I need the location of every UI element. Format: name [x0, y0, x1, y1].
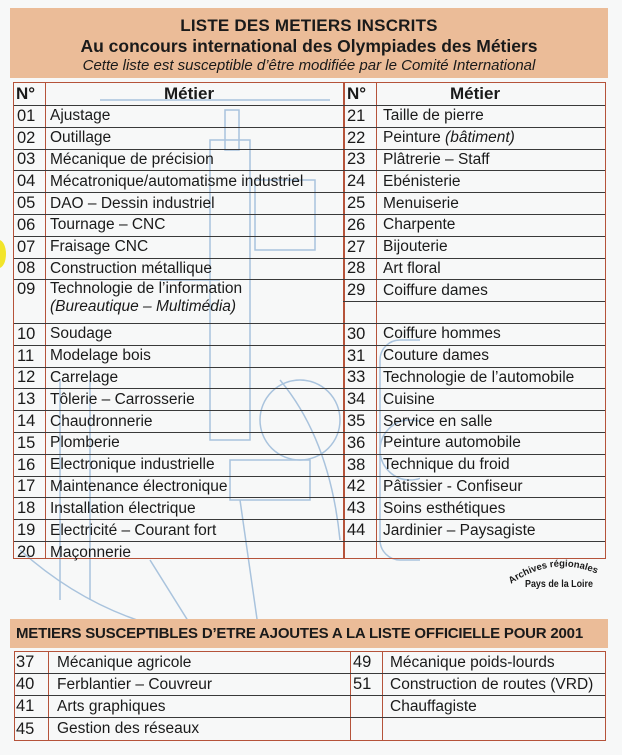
metier-name: Soudage — [50, 325, 113, 343]
table-row — [14, 128, 343, 150]
row-label — [383, 325, 501, 343]
table-row — [14, 150, 343, 172]
right-rows — [343, 83, 605, 558]
row-label — [383, 500, 505, 518]
table-row — [343, 498, 605, 520]
table-row — [343, 280, 605, 302]
metier-name: DAO – Dessin industriel — [50, 194, 215, 212]
page-subtitle: Au concours international des Olympiades des Métiers — [80, 36, 538, 56]
additions-table — [14, 651, 606, 741]
row-number: 10 — [17, 324, 36, 343]
additions-right-rows — [350, 652, 605, 740]
additions-left-rows — [15, 652, 350, 740]
table-row — [343, 106, 605, 128]
table-row — [14, 324, 343, 346]
row-label — [383, 391, 435, 409]
table-row — [14, 106, 343, 128]
column-header-number: N° — [347, 84, 367, 103]
metier-name: Service en salle — [383, 412, 493, 430]
row-number: 24 — [347, 172, 366, 191]
table-row — [343, 237, 605, 259]
row-number: 06 — [17, 215, 36, 234]
table-row — [14, 346, 343, 368]
metier-name: Fraisage CNC — [50, 238, 149, 256]
table-row — [15, 674, 350, 696]
row-number: 51 — [353, 675, 372, 693]
row-number: 30 — [347, 324, 366, 343]
table-row — [343, 455, 605, 477]
row-label — [383, 347, 489, 365]
row-label — [50, 260, 212, 278]
row-number: 22 — [347, 128, 366, 147]
row-label — [383, 456, 510, 474]
metier-name: Construction de routes (VRD) — [390, 675, 594, 693]
table-row-empty — [343, 302, 605, 324]
row-number: 26 — [347, 215, 366, 234]
table-row — [14, 280, 343, 324]
row-number: 49 — [353, 653, 372, 671]
metier-name: Chauffagiste — [390, 697, 477, 715]
table-row — [343, 368, 605, 390]
metier-name: Mécanique de précision — [50, 150, 214, 168]
header-band — [10, 8, 608, 78]
stamp-line2: Pays de la Loire — [525, 578, 593, 590]
table-row — [343, 433, 605, 455]
metier-name: Mécanique poids-lourds — [390, 653, 555, 671]
metier-name: Technologie de l’automobile — [383, 368, 575, 386]
row-label — [383, 151, 490, 169]
row-number: 35 — [347, 412, 366, 431]
row-label — [50, 413, 153, 431]
row-label — [57, 720, 199, 738]
table-row — [14, 455, 343, 477]
row-label — [383, 129, 515, 147]
stamp-line1: Archives régionales — [506, 558, 600, 587]
metier-name: Ebénisterie — [383, 172, 461, 190]
metier-name: Coiffure hommes — [383, 325, 501, 343]
metier-name: Gestion des réseaux — [57, 720, 200, 737]
row-label — [50, 325, 112, 343]
table-row — [343, 193, 605, 215]
row-number: 31 — [347, 346, 366, 365]
row-label — [50, 522, 216, 540]
row-label — [50, 280, 242, 316]
metier-name: Peinture automobile — [383, 434, 521, 452]
metier-name: Coiffure dames — [383, 281, 488, 299]
table-row — [343, 520, 605, 542]
row-label — [383, 238, 448, 256]
row-number: 37 — [16, 653, 35, 671]
row-label — [383, 478, 523, 496]
row-number: 33 — [347, 368, 366, 387]
row-label — [57, 654, 191, 672]
row-label — [390, 676, 593, 694]
row-number: 25 — [347, 194, 366, 213]
row-label — [383, 173, 461, 191]
row-number: 27 — [347, 237, 366, 256]
row-label — [50, 478, 228, 496]
page-note: Cette liste est susceptible d’être modifiée par le Comité International — [82, 57, 536, 74]
table-row — [343, 150, 605, 172]
row-label — [50, 216, 165, 234]
table-row — [343, 346, 605, 368]
metier-name: Tôlerie – Carrosserie — [50, 390, 195, 408]
row-number: 17 — [17, 477, 36, 496]
table-row — [350, 674, 605, 696]
row-number: 19 — [17, 521, 36, 540]
metier-name: Outillage — [50, 129, 112, 147]
yellow-highlight-mark — [0, 240, 6, 268]
table-row — [343, 389, 605, 411]
row-number: 42 — [347, 477, 366, 496]
row-label — [383, 369, 574, 387]
row-number: 21 — [347, 106, 366, 125]
row-label — [50, 391, 195, 409]
row-number: 29 — [347, 281, 366, 300]
row-number: 05 — [17, 194, 36, 213]
table-header-row — [14, 83, 343, 106]
row-number: 36 — [347, 433, 366, 452]
left-rows — [14, 83, 343, 562]
table-row — [343, 411, 605, 433]
row-number: 20 — [17, 543, 36, 562]
row-number: 04 — [17, 172, 36, 191]
row-label — [50, 238, 148, 256]
table-row — [14, 520, 343, 542]
row-label — [50, 544, 131, 562]
row-label — [57, 676, 212, 694]
row-label — [50, 456, 215, 474]
metier-name: Maçonnerie — [50, 543, 131, 561]
table-row — [343, 128, 605, 150]
row-label — [50, 107, 110, 125]
metier-name: Mécatronique/automatisme industriel — [50, 172, 304, 190]
row-label — [50, 347, 151, 365]
row-number: 34 — [347, 390, 366, 409]
row-number: 07 — [17, 237, 36, 256]
metier-name: Charpente — [383, 216, 456, 234]
table-row — [14, 215, 343, 237]
table-row — [14, 411, 343, 433]
table-row — [14, 368, 343, 390]
metier-qualifier: (Bureautique – Multimédia) — [50, 298, 237, 316]
metier-name: Tournage – CNC — [50, 216, 166, 234]
metier-name: Installation électrique — [50, 499, 196, 517]
metier-name: Bijouterie — [383, 238, 448, 256]
row-label — [383, 522, 536, 540]
metier-name: Mécanique agricole — [57, 653, 192, 671]
metier-name: Technologie de l’information — [50, 280, 243, 298]
metier-name: Plomberie — [50, 434, 120, 452]
row-label — [50, 434, 120, 452]
metier-name: Art floral — [383, 259, 441, 277]
metier-name: Maintenance électronique — [50, 477, 228, 495]
row-label — [383, 434, 521, 452]
row-number: 09 — [17, 280, 36, 299]
archives-stamp — [505, 550, 615, 600]
metier-name: Menuiserie — [383, 194, 459, 212]
metier-name: Couture dames — [383, 347, 489, 365]
row-number: 11 — [17, 346, 35, 365]
page-title: LISTE DES METIERS INSCRITS — [180, 16, 438, 35]
metier-name: Modelage bois — [50, 347, 151, 365]
row-number: 40 — [16, 675, 35, 693]
table-row — [14, 193, 343, 215]
table-row — [14, 259, 343, 281]
row-label — [50, 195, 215, 213]
row-number: 41 — [16, 697, 35, 715]
row-label — [383, 216, 455, 234]
column-header-metier: Métier — [164, 84, 215, 103]
metier-name: Electronique industrielle — [50, 456, 215, 474]
row-label — [57, 698, 166, 716]
row-label — [383, 413, 492, 431]
metier-name: Cuisine — [383, 390, 435, 408]
table-row — [343, 215, 605, 237]
metier-qualifier: (bâtiment) — [445, 129, 515, 147]
table-row — [15, 718, 350, 740]
column-header-metier: Métier — [450, 84, 501, 103]
table-header-row — [343, 83, 605, 106]
row-label — [383, 260, 441, 278]
row-label — [50, 173, 303, 191]
row-label — [50, 129, 111, 147]
row-number: 02 — [17, 128, 36, 147]
table-row — [14, 389, 343, 411]
metier-name: Electricité – Courant fort — [50, 521, 217, 539]
table-row — [343, 259, 605, 281]
row-number: 45 — [16, 719, 35, 738]
metier-name: Ferblantier – Couvreur — [57, 675, 213, 693]
row-number: 15 — [17, 433, 36, 452]
row-number: 16 — [17, 455, 36, 474]
metier-name: Jardinier – Paysagiste — [383, 521, 536, 539]
table-row — [14, 542, 343, 564]
row-label — [390, 698, 477, 716]
metier-name: Technique du froid — [383, 456, 510, 474]
row-number: 38 — [347, 455, 366, 474]
row-label — [50, 151, 214, 169]
metier-name: Plâtrerie – Staff — [383, 150, 490, 168]
row-number: 08 — [17, 259, 36, 278]
table-row — [350, 652, 605, 674]
row-number: 03 — [17, 150, 36, 169]
row-label — [50, 500, 196, 518]
row-number: 23 — [347, 150, 366, 169]
metier-name: Arts graphiques — [57, 697, 166, 715]
metier-name: Taille de pierre — [383, 107, 484, 125]
metier-name: Ajustage — [50, 107, 111, 125]
table-row — [14, 237, 343, 259]
row-label — [390, 654, 555, 672]
table-row — [343, 171, 605, 193]
row-label — [383, 107, 484, 125]
table-row — [15, 696, 350, 718]
metier-name: Carrelage — [50, 368, 119, 386]
row-number: 14 — [17, 412, 36, 431]
table-row — [350, 718, 605, 740]
row-label — [383, 282, 488, 300]
row-number: 28 — [347, 259, 366, 278]
metier-name: Chaudronnerie — [50, 412, 153, 430]
table-row — [14, 477, 343, 499]
table-row — [350, 696, 605, 718]
row-number: 13 — [17, 390, 36, 409]
main-table — [13, 82, 606, 562]
row-number: 44 — [347, 521, 366, 540]
row-number: 01 — [17, 106, 36, 125]
table-row — [14, 433, 343, 455]
table-row — [14, 498, 343, 520]
metier-name: Soins esthétiques — [383, 499, 506, 517]
table-row — [14, 171, 343, 193]
row-label — [50, 369, 118, 387]
row-number: 12 — [17, 368, 36, 387]
metier-name: Peinture — [383, 129, 441, 147]
table-row — [343, 477, 605, 499]
table-row — [15, 652, 350, 674]
column-header-number: N° — [16, 84, 36, 103]
row-number: 18 — [17, 499, 36, 518]
additions-title: METIERS SUSCEPTIBLES D’ETRE AJOUTES A LA LISTE OFFICIELLE POUR 2001 — [10, 619, 608, 648]
row-label — [383, 195, 459, 213]
metier-name: Pâtissier - Confiseur — [383, 477, 523, 495]
table-row — [343, 324, 605, 346]
metier-name: Construction métallique — [50, 259, 212, 277]
row-number: 43 — [347, 499, 366, 518]
